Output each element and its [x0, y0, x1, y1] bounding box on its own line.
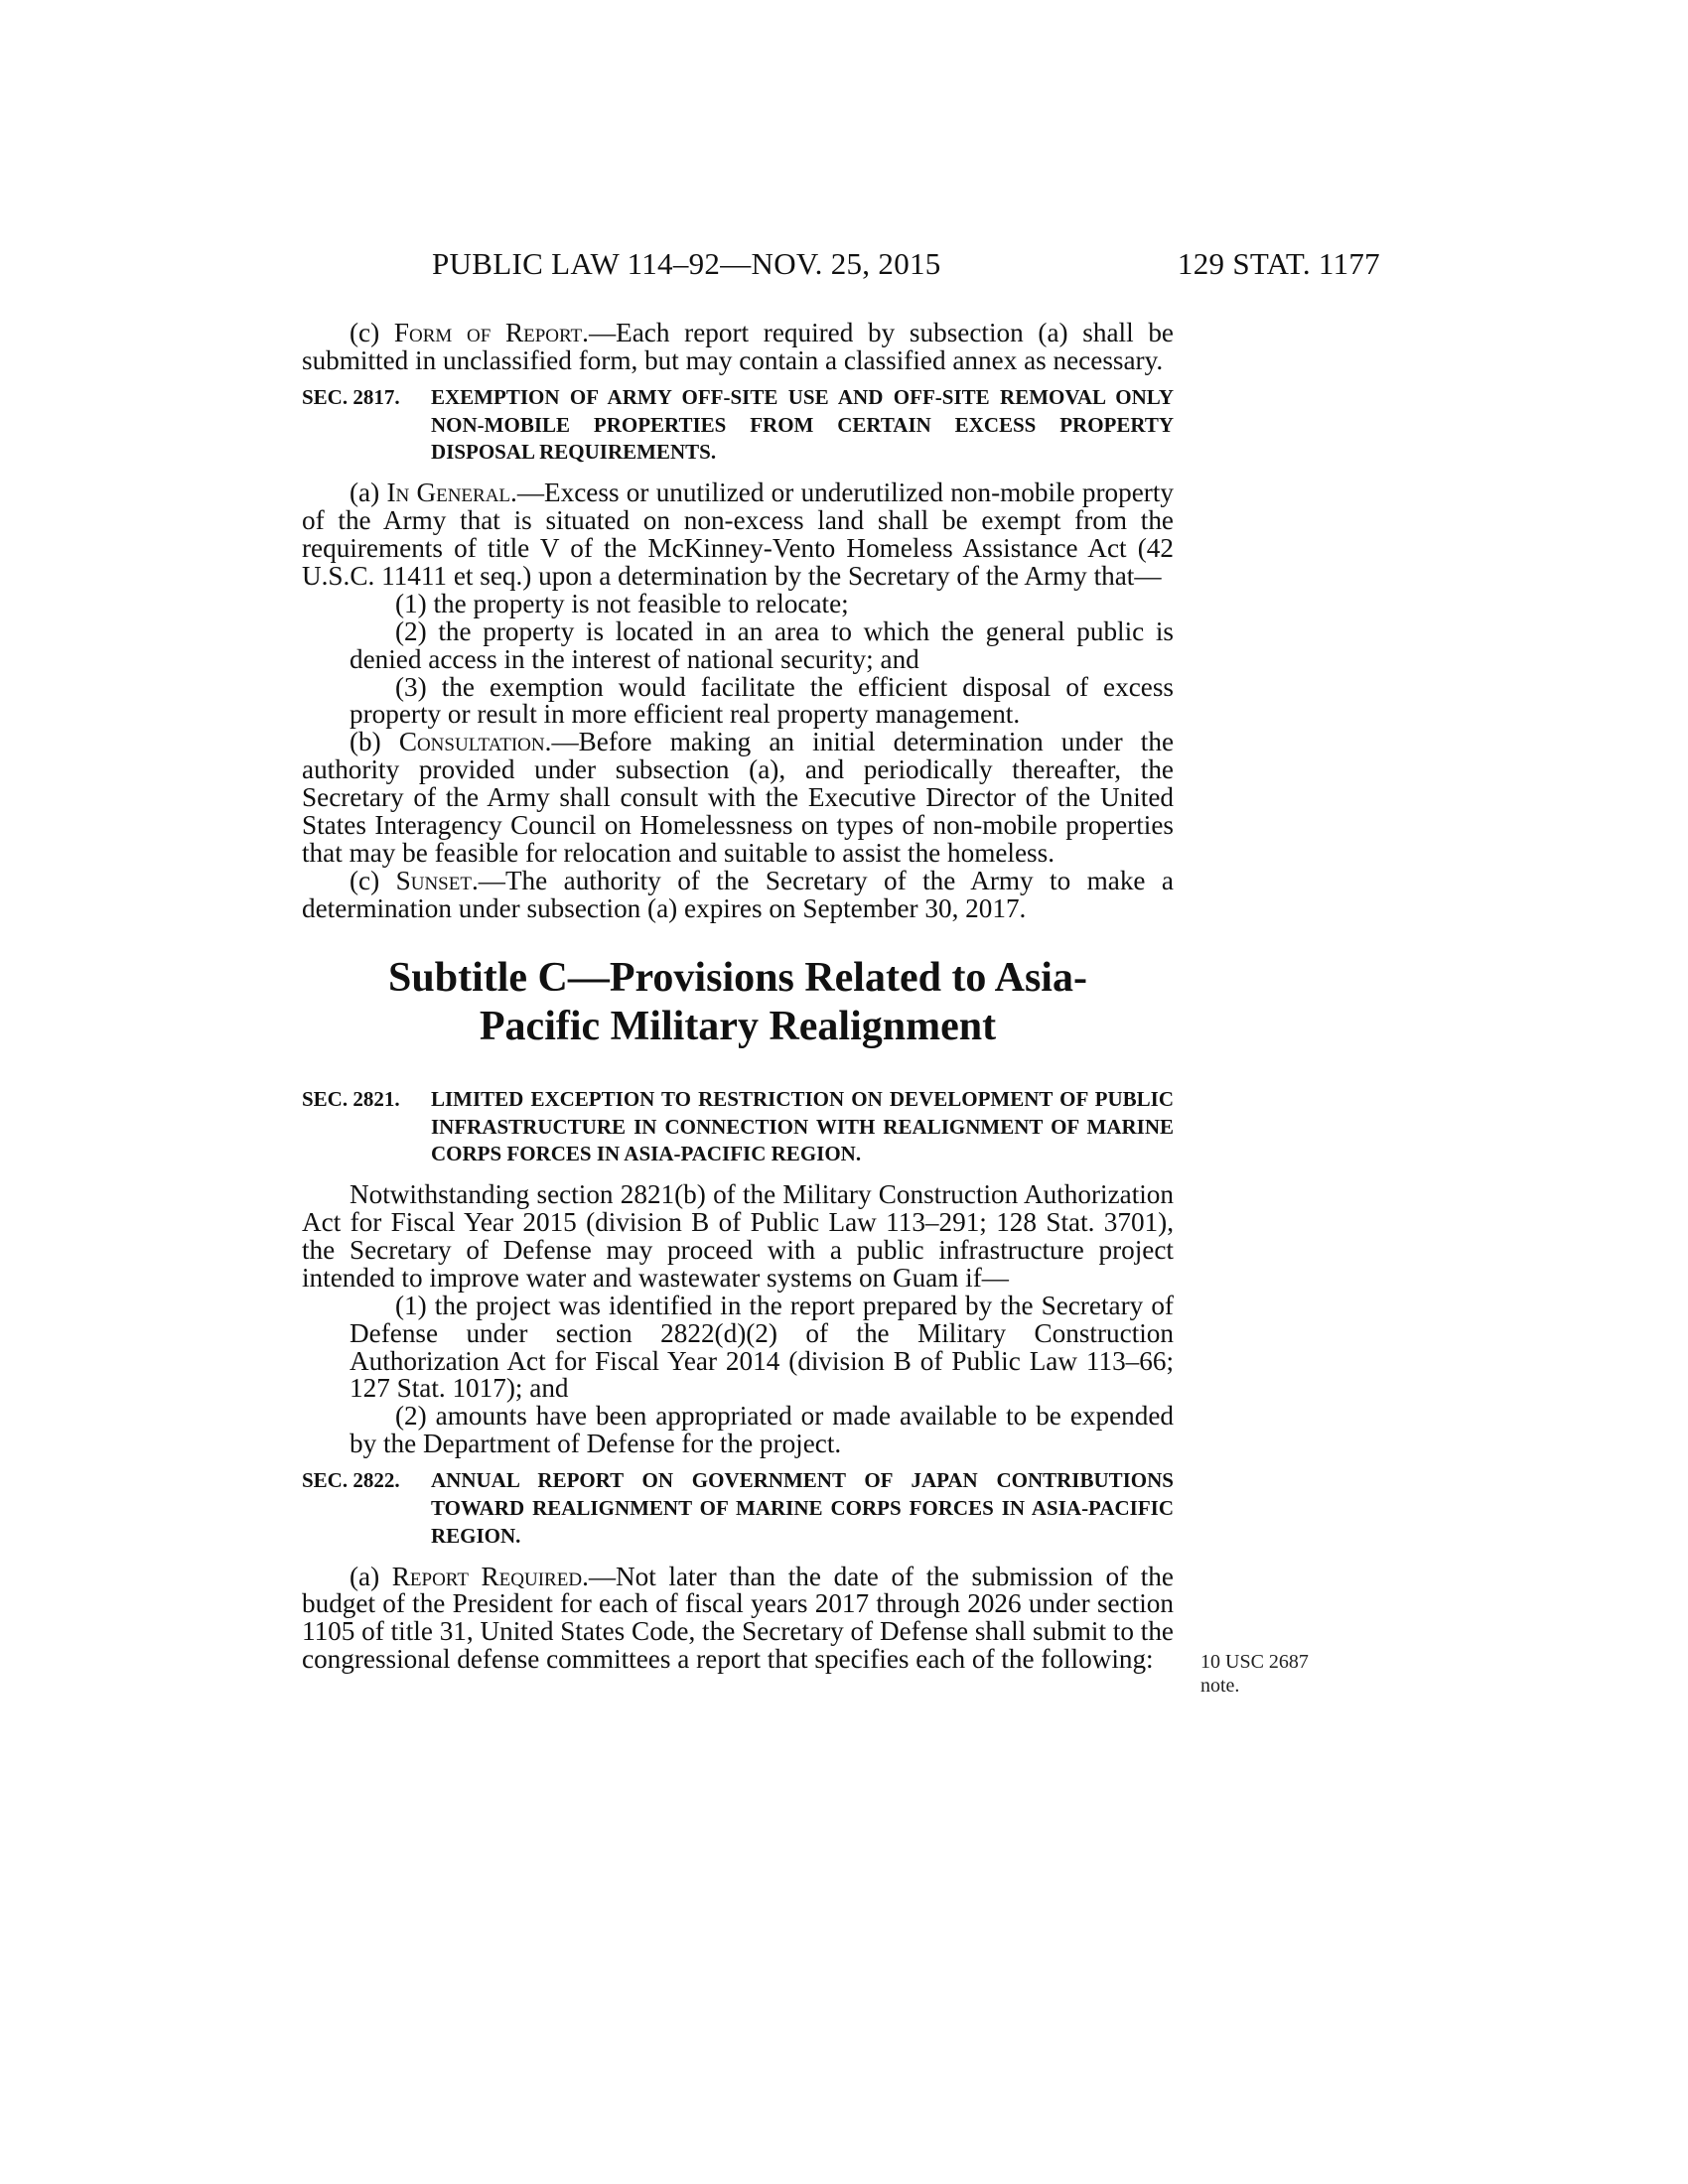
subsection-heading: Report Required	[391, 1561, 583, 1591]
subsection-heading: Sunset	[395, 865, 472, 895]
subsection-heading: In General	[386, 478, 511, 508]
page-body	[302, 320, 1174, 1674]
section-heading-2822	[302, 1467, 1174, 1550]
section-number: SEC. 2822.	[302, 1468, 400, 1493]
section-caption: LIMITED EXCEPTION TO RESTRICTION ON DEVELOPMENT OF PUBLIC INFRASTRUCTURE IN CONNECTION WITH REALIGNMENT OF MARINE CORPS FORCES IN ASIA-PACIFIC REGION.	[431, 1086, 1174, 1166]
subtitle-heading	[302, 954, 1174, 1051]
section-heading-2821	[302, 1086, 1174, 1168]
subsection-c-sunset: (c) Sunset.—The authority of the Secretary of the Army to make a determination under subsection (a) expires on September 30, 2017.	[302, 865, 1174, 923]
subsection-a-in-general: (a) In General.—Excess or unutilized or underutilized non-mobile property of the Army that is situated on non-excess land shall be exempt from the requirements of title V of the McKinney-Vento Homeless Assistance Act (42 U.S.C. 11411 et seq.) upon a determination by the Secretary of the Army that—	[302, 478, 1174, 591]
section-caption: EXEMPTION OF ARMY OFF-SITE USE AND OFF-SITE REMOVAL ONLY NON-MOBILE PROPERTIES FROM CERTAIN EXCESS PROPERTY DISPOSAL REQUIREMENTS.	[431, 384, 1174, 465]
paragraph-item: (1) the project was identified in the report prepared by the Secretary of Defense under section 2822(d)(2) of the Military Construction Authorization Act for Fiscal Year 2014 (division B of Public Law 113–66; 127 Stat. 1017); and	[350, 1290, 1174, 1404]
paragraph-item: (1) the property is not feasible to relocate;	[395, 588, 849, 618]
subsection-b-consultation: (b) Consultation.—Before making an initial determination under the authority provided under subsection (a), and periodically thereafter, the Secretary of the Army shall consult with the Executive Director of the United States Interagency Council on Homelessness on types of non-mobile properties that may be feasible for relocation and suitable to assist the homeless.	[302, 727, 1175, 868]
header-title: PUBLIC LAW 114–92—NOV. 25, 2015	[432, 246, 941, 281]
paragraph-item: (3) the exemption would facilitate the efficient disposal of excess property or result in more efficient real property management.	[350, 671, 1174, 730]
header-stat-page: 129 STAT. 1177	[1177, 246, 1380, 281]
running-header	[298, 246, 1380, 296]
paragraph-item: (2) the property is located in an area to which the general public is denied access in the interest of national security; and	[350, 615, 1174, 674]
section-caption: ANNUAL REPORT ON GOVERNMENT OF JAPAN CONTRIBUTIONS TOWARD REALIGNMENT OF MARINE CORPS FORCES IN ASIA-PACIFIC REGION.	[431, 1468, 1174, 1548]
section-number: SEC. 2821.	[302, 1086, 400, 1111]
margin-note: 10 USC 2687 note.	[1200, 1651, 1309, 1697]
section-number: SEC. 2817.	[302, 384, 400, 409]
form-of-report-paragraph: (c) Form of Report.—Each report required by subsection (a) shall be submitted in unclassified form, but may contain a classified annex as necessary.	[302, 318, 1174, 375]
section-heading-2817	[302, 384, 1174, 467]
subtitle-line: Subtitle C—Provisions Related to Asia-	[388, 954, 1087, 1001]
subsection-heading: Consultation	[398, 727, 545, 757]
subsection-a-report-required: (a) Report Required.—Not later than the date of the submission of the budget of the President for each of fiscal years 2017 through 2026 under section 1105 of title 31, United States Code, the Secretary of Defense shall submit to the congressional defense committees a report that specifies each of the following:	[302, 1561, 1174, 1675]
section-2821-text: Notwithstanding section 2821(b) of the Military Construction Authorization Act for Fiscal Year 2015 (division B of Public Law 113–291; 128 Stat. 3701), the Secretary of Defense may proceed with a public infrastructure project intended to improve water and wastewater systems on Guam if—	[302, 1179, 1174, 1293]
paragraph-item: (2) amounts have been appropriated or made available to be expended by the Department of Defense for the project.	[350, 1401, 1174, 1459]
subsection-heading: Form of Report	[393, 318, 583, 347]
subtitle-line: Pacific Military Realignment	[479, 1003, 997, 1049]
